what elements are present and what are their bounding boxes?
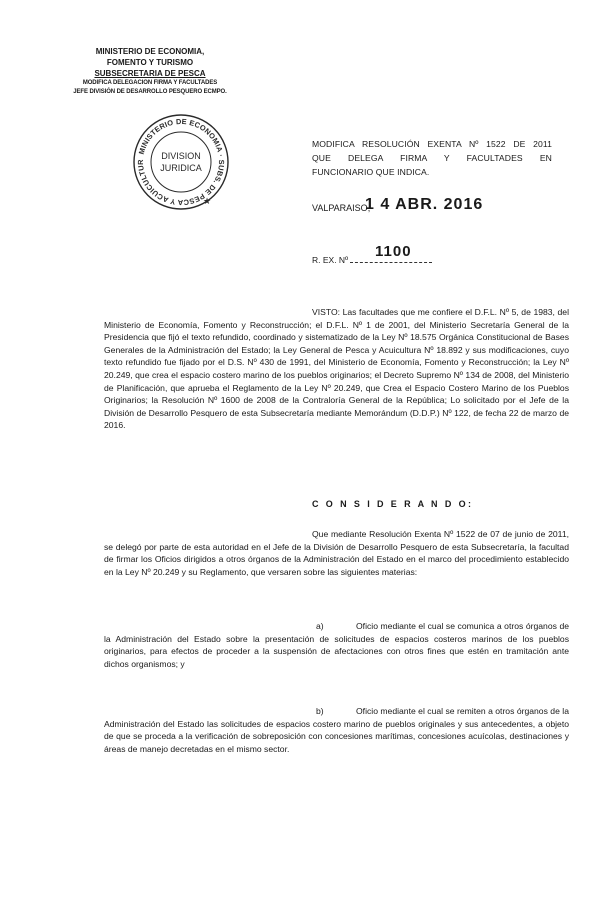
- item-a-text: órganos de la Administración del Estado sobre la presentación de solicitudes de espacios costeros marinos de los pueblos originarios, para efectos de proceder a la suspensión de afectaciones con otros fines que estén en tramitación ante dichos organismos; y: [104, 621, 569, 669]
- ministry-subname: FOMENTO Y TURISMO: [106, 58, 194, 67]
- date-stamp: 1 4 ABR. 2016: [365, 196, 484, 213]
- stamp-center-line2: JURIDICA: [160, 163, 202, 173]
- document-title: [312, 137, 552, 179]
- stamp-ring-text: MINISTERIO DE ECONOMIA · SUBS. DE PESCA Y ACUICULTUR: [135, 116, 227, 208]
- undersecretariat-name: SUBSECRETARIA DE PESCA: [94, 69, 206, 78]
- resolution-number-line: [350, 261, 432, 263]
- considerando-intro: Que mediante Resolución Exenta Nº 1522 de 07 de junio de 2011, se delegó por parte de esta autoridad en el Jefe de la División de Desarrollo Pesquero de esta Subsecretaría, la facultad de firmar los Oficios dirigidos a otros órganos de la Administración del Estado en el marco del procedimiento establecido en la Ley Nº 20.249 y su Reglamento, que versaren sobre las siguientes materias:: [104, 529, 569, 577]
- title-line1: MODIFICA RESOLUCIÓN EXENTA Nº 1522 DE 2011: [312, 139, 552, 149]
- title-line2: QUE DELEGA FIRMA Y FACULTADES EN: [312, 153, 552, 163]
- list-item: [104, 705, 569, 755]
- list-item: [104, 620, 569, 670]
- date-place: VALPARAISO,: [312, 203, 371, 213]
- considerando-heading: C O N S I D E R A N D O:: [312, 499, 474, 509]
- item-a-lead: Oficio mediante el cual se comunica a otros: [356, 621, 524, 631]
- division-seal-stamp: [131, 112, 231, 212]
- item-a-letter: a): [316, 621, 324, 631]
- resolution-number: 1100: [375, 243, 412, 260]
- resolution-label: R. EX. Nº: [312, 255, 349, 265]
- item-b-letter: b): [316, 706, 324, 716]
- item-b-header: [316, 706, 514, 716]
- resolution-number-field: [312, 255, 432, 265]
- letterhead: [30, 46, 270, 97]
- stamp-center-line1: DIVISION: [161, 151, 201, 161]
- title-line3: FUNCIONARIO QUE INDICA.: [312, 167, 430, 177]
- ministry-name: MINISTERIO DE ECONOMIA,: [95, 47, 205, 56]
- subject-reference: MODIFICA DELEGACION FIRMA Y FACULTADES: [82, 80, 218, 86]
- visto-paragraph: VISTO: Las facultades que me confiere el D.F.L. Nº 5, de 1983, del Ministerio de Economía, Fomento y Reconstrucción; el D.F.L. Nº 1 de 2001, del Ministerio Secretaría General de la Presidencia que fijó el texto refundido, coordinado y sistematizado de la Ley Nº 18.575 Orgánica Constitucional de Bases Generales de la Administración del Estado; la Ley General de Pesca y Acuicultura Nº 18.892 y sus modificaciones, cuyo texto refundido fue fijado por el D.S. Nº 430 de 1991, del Ministerio de Economía, Fomento y Reconstrucción; la Ley Nº 20.249, que crea el espacio costero marino de los pueblos originarios; el Decreto Supremo Nº 134 de 2008, del Ministerio de Planificación, que aprueba el Reglamento de la Ley Nº 20.249, que Crea el Espacio Costero Marino de los Pueblos Originarios; la Resolución Nº 1600 de 2008 de la Contraloría General de la República; Lo solicitado por el Jefe de la División de Desarrollo Pesquero de esta Subsecretaría mediante Memorándum (D.D.P.) Nº 122, de fecha 22 de marzo de 2016.: [104, 307, 569, 431]
- division-reference: JEFE DIVISIÓN DE DESARROLLO PESQUERO ECMPO.: [73, 89, 227, 95]
- stamp-star-icon: ★: [203, 197, 212, 207]
- item-a-header: [316, 621, 523, 631]
- item-b-lead: Oficio mediante el cual se remiten a otros: [356, 706, 515, 716]
- item-b-text: órganos de la Administración del Estado las solicitudes de espacios costero marino de pueblos originales y sus antecedentes, a objeto de que se proceda a la verificación de sobreposición con concesiones marítimas, concesiones acuícolas, destinaciones y áreas de manejo decretadas en el mismo sector.: [104, 706, 569, 754]
